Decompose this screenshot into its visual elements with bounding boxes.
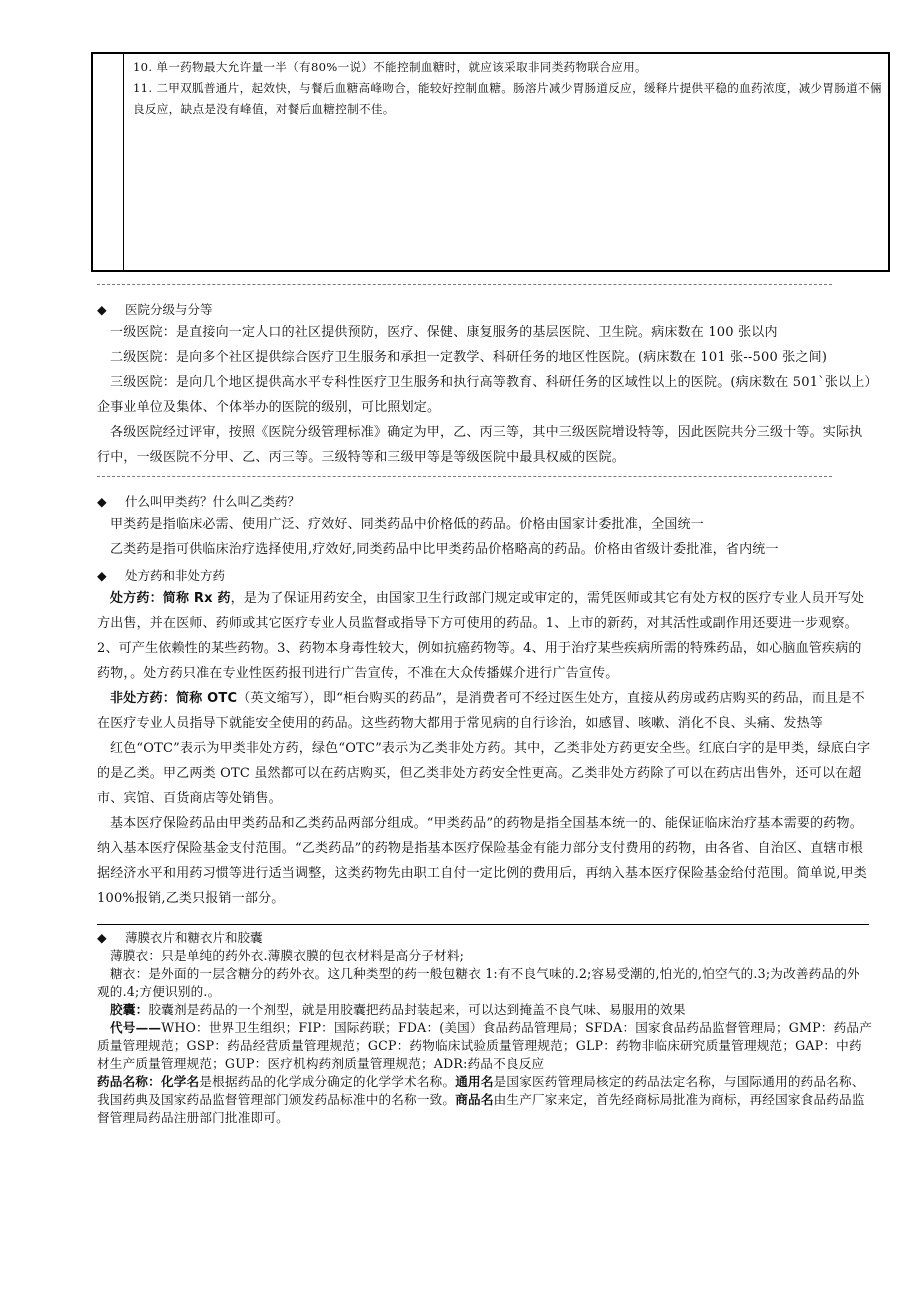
class-a-text: 甲类药是指临床必需、使用广泛、疗效好、同类药品中价格低的药品。价格由国家计委批准，全国统一 — [110, 517, 705, 532]
section-heading: ◆ 什么叫甲类药？什么叫乙类药？ — [97, 494, 301, 509]
notes-content — [133, 57, 882, 120]
grading-text: 各级医院经过评审，按照《医院分级管理标准》确定为甲，乙、丙三等，其中三级医院增设特等，因此医院共分三级十等。实际执行中，一级医院不分甲、乙、丙三等。三级特等和三级甲等是等级医院中最具权威的医院。 — [97, 425, 863, 465]
rx-section — [97, 566, 872, 911]
dosage-forms-section — [97, 928, 872, 1127]
section-heading: ◆ 薄膜衣片和糖衣片和胶囊 — [97, 930, 263, 945]
rx-label: 处方药：简称 Rx 药 — [110, 591, 231, 606]
level1-text: 一级医院：是直接向一定人口的社区提供预防，医疗、保健、康复服务的基层医院、卫生院。病床数在 100 张以内 — [110, 325, 778, 340]
otc-label: 非处方药：简称 OTC — [110, 691, 238, 706]
sugar-coat-text: 糖衣：是外面的一层含糖分的药外衣。这几种类型的药一般包糖衣 1:有不良气味的.2;容易受潮的,怕光的,怕空气的.3;为改善药品的外观的.4;方便识别的.。 — [97, 966, 860, 999]
bullet-icon: ◆ — [97, 494, 107, 509]
note-item-11: 11. 二甲双胍普通片，起效快，与餐后血糖高峰吻合，能较好控制血糖。肠溶片减少胃肠道反应，缓释片提供平稳的血药浓度，减少胃肠道不倆良反应，缺点是没有峰值，对餐后血糖控制不佳。 — [133, 81, 882, 116]
drug-names-paragraph: 药品名称：化学名是根据药品的化学成分确定的化学学术名称。通用名是国家医药管理局核定的药品法定名称，与国际通用的药品名称、我国药典及国家药品监督管理部门颁发药品标准中的名称一致。商品名由生产厂家来定，首先经商标局批准为商标，再经国家食品药品监督管理局药品注册部门批准即可。 — [97, 1074, 865, 1125]
drug-class-section — [97, 492, 872, 562]
solid-separator — [97, 924, 869, 925]
note-item-10: 10. 单一药物最大允许量一半（有80%一说）不能控制血糖时，就应该采取非同类药物联合应用。 — [133, 60, 647, 74]
table-divider — [123, 54, 124, 270]
capsule-label: 胶囊： — [110, 1002, 149, 1017]
level2-text: 二级医院：是向多个社区提供综合医疗卫生服务和承担一定教学、科研任务的地区性医院。(病床数在 101 张--500 张之间) — [110, 350, 828, 365]
capsule-paragraph: 胶囊：胶囊剂是药品的一个剂型，就是用胶囊把药品封装起来，可以达到掩盖不良气味、易服用的效果 — [110, 1002, 686, 1017]
bullet-icon: ◆ — [97, 568, 107, 583]
generic-name-label: 通用名 — [455, 1074, 494, 1089]
codes-paragraph: 代号——WHO：世界卫生组织；FIP：国际药联；FDA：(美国）食品药品管理局；SFDA：国家食品药品监督管理局；GMP：药品产质量管理规范；GSP：药品经营质量管理规范；GCP：药物临床试验质量管理规范；GLP：药物非临床研究质量管理规范；GAP：中药材生产质量管理规范；GUP：医疗机构药剂质量管理规范；ADR:药品不良反应 — [97, 1020, 872, 1071]
otc-colors-text: 红色“OTC”表示为甲类非处方药，绿色“OTC”表示为乙类非处方药。其中，乙类非处方药更安全些。红底白字的是甲类，绿底白字的是乙类。甲乙两类 OTC 虽然都可以在药店购买，但乙类非处方药安全性更高。乙类非处方药除了可以在药店出售外，还可以在超市、宾馆、百货商店等处销售。 — [97, 741, 871, 806]
dashed-separator — [97, 284, 832, 285]
chem-name-label: 化学名 — [160, 1074, 200, 1089]
section-heading: ◆ 医院分级与分等 — [97, 302, 213, 317]
section-heading: ◆ 处方药和非处方药 — [97, 568, 226, 583]
film-coat-text: 薄膜衣：只是单纯的药外衣.薄膜衣膜的包衣材料是高分子材料; — [110, 948, 465, 963]
bullet-icon: ◆ — [97, 302, 107, 317]
class-b-text: 乙类药是指可供临床治疗选择使用,疗效好,同类药品中比甲类药品价格略高的药品。价格由省级计委批准，省内统一 — [110, 542, 779, 557]
bullet-icon: ◆ — [97, 930, 107, 945]
insurance-text: 基本医疗保险药品由甲类药品和乙类药品两部分组成。“甲类药品”的药物是指全国基本统一的、能保证临床治疗基本需要的药物。纳入基本医疗保险基金支付范围。“乙类药品”的药物是指基本医疗保险基金有能力部分支付费用的药物，由各省、自治区、直辖市根据经济水平和用药习惯等进行适当调整，这类药物先由职工自付一定比例的费用后，再纳入基本医疗保险基金给付范围。简单说,甲类 100%报销,乙类只报销一部分。 — [97, 816, 867, 906]
otc-paragraph: 非处方药：简称 OTC（英文缩写），即“柜台购买的药品”，是消费者可不经过医生处方，直接从药房或药店购买的药品，而且是不在医疗专业人员指导下就能安全使用的药品。这些药物大都用于常见病的自行诊治，如感冒、咳嗽、消化不良、头痛、发热等 — [97, 691, 865, 731]
hospital-section — [97, 300, 872, 470]
notes-box — [91, 52, 890, 272]
trade-name-label: 商品名 — [455, 1092, 494, 1107]
codes-label: 代号—— — [110, 1020, 162, 1035]
level3-text: 三级医院：是向几个地区提供高水平专科性医疗卫生服务和执行高等教育、科研任务的区域性以上的医院。(病床数在 501`张以上）企事业单位及集体、个体举办的医院的级别，可比照划定。 — [97, 375, 872, 415]
rx-paragraph: 处方药：简称 Rx 药，是为了保证用药安全，由国家卫生行政部门规定或审定的，需凭医师或其它有处方权的医疗专业人员开写处方出售，并在医师、药师或其它医疗专业人员监督或指导下方可使用的药品。1、上市的新药，对其活性或副作用还要进一步观察。2、可产生依赖性的某些药物。3、药物本身毒性较大，例如抗癌药物等。4、用于治疗某些疾病所需的特殊药品，如心脑血管疾病的药物，。处方药只准在专业性医药报刊进行广告宣传，不准在大众传播媒介进行广告宣传。 — [97, 591, 865, 681]
dashed-separator — [97, 476, 832, 477]
drug-names-label: 药品名称： — [97, 1074, 161, 1089]
